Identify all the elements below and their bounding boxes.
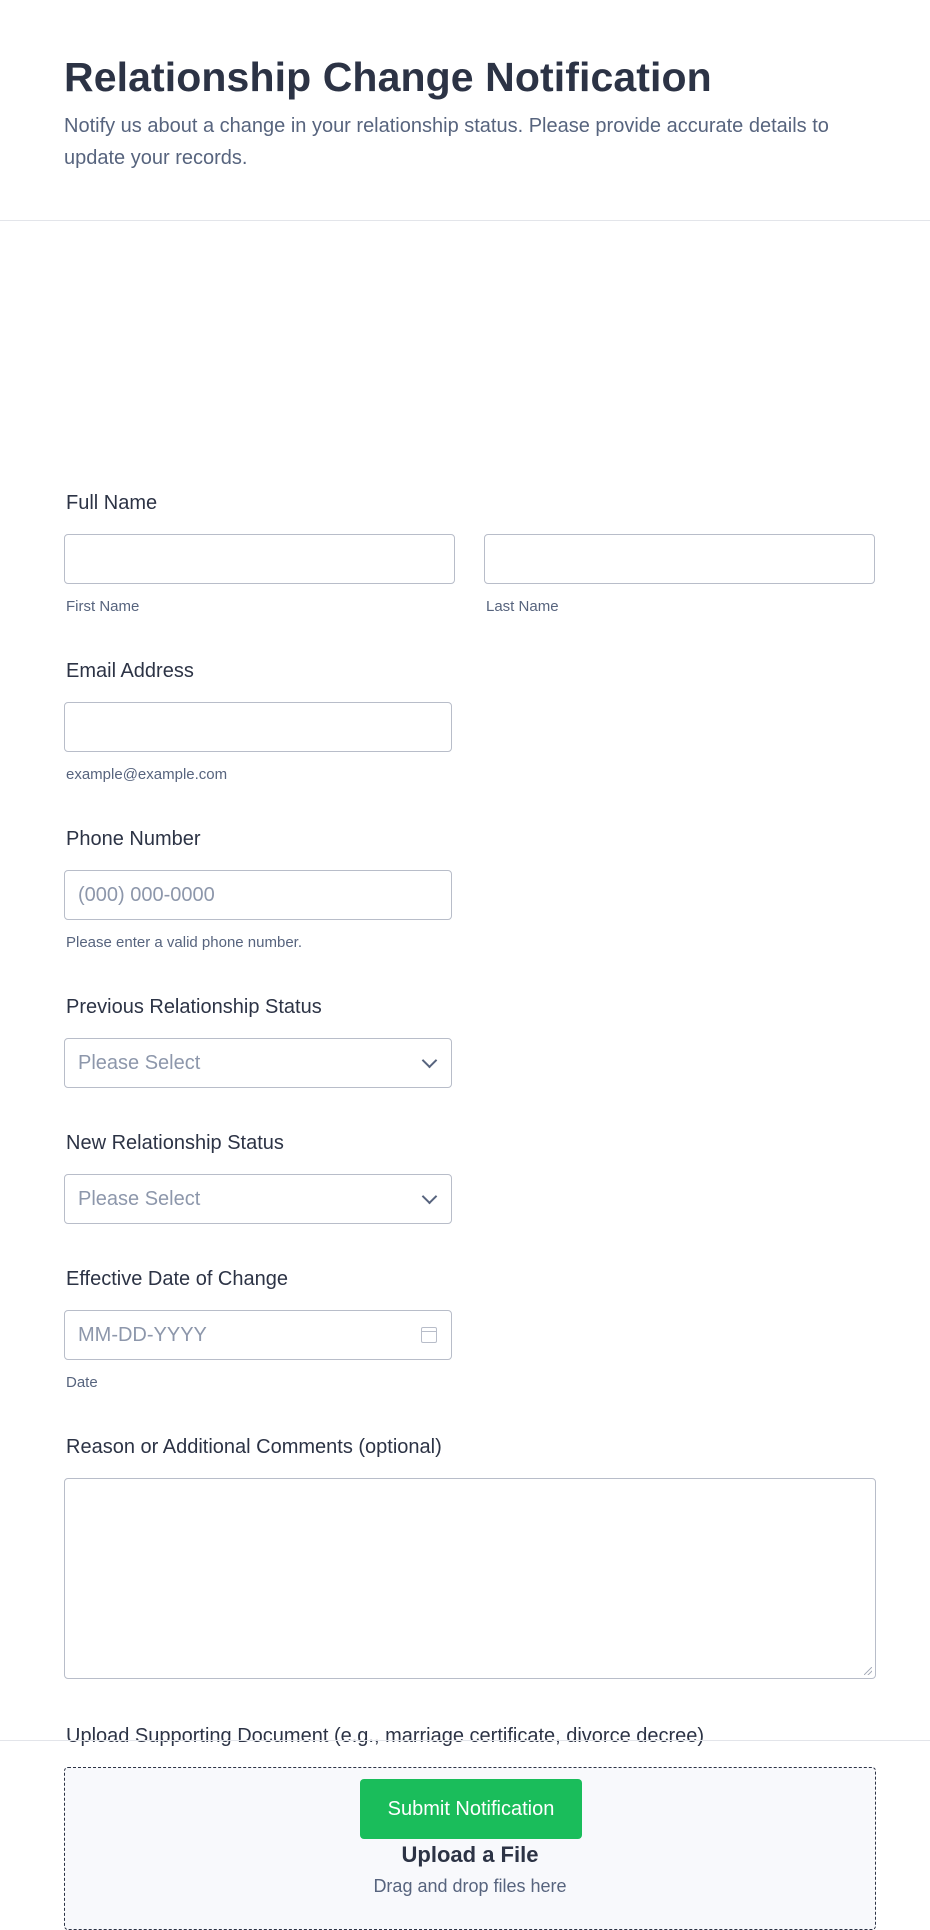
resize-handle-icon[interactable] xyxy=(864,1667,872,1675)
email-label: Email Address xyxy=(66,660,194,682)
page-title: Relationship Change Notification xyxy=(64,54,712,100)
phone-placeholder: (000) 000-0000 xyxy=(78,883,215,906)
new-status-field xyxy=(64,1132,284,1155)
first-name-sublabel: First Name xyxy=(66,598,140,615)
upload-label: Upload Supporting Document (e.g., marriage certificate, divorce decree) xyxy=(66,1725,705,1747)
email-sublabel: example@example.com xyxy=(66,766,228,783)
email-input[interactable] xyxy=(64,702,452,752)
calendar-icon[interactable] xyxy=(421,1327,437,1343)
phone-label: Phone Number xyxy=(66,828,201,850)
comments-field xyxy=(64,1436,442,1459)
effective-date-sublabel: Date xyxy=(66,1374,98,1391)
new-status-select[interactable] xyxy=(64,1174,452,1224)
chevron-down-icon xyxy=(422,1188,438,1204)
last-name-input[interactable] xyxy=(484,534,875,584)
new-status-label: New Relationship Status xyxy=(66,1132,284,1154)
effective-date-input[interactable] xyxy=(64,1310,452,1360)
effective-date-label: Effective Date of Change xyxy=(66,1268,288,1290)
last-name-group xyxy=(484,534,875,615)
comments-textarea[interactable] xyxy=(64,1478,876,1679)
phone-sublabel: Please enter a valid phone number. xyxy=(66,934,302,951)
phone-input[interactable] xyxy=(64,870,452,920)
new-status-value: Please Select xyxy=(78,1187,201,1210)
previous-status-label: Previous Relationship Status xyxy=(66,996,322,1018)
email-field xyxy=(64,660,194,683)
chevron-down-icon xyxy=(422,1052,438,1068)
previous-status-group xyxy=(64,1038,452,1088)
effective-date-group xyxy=(64,1310,452,1391)
last-name-sublabel: Last Name xyxy=(486,598,559,615)
previous-status-field xyxy=(64,996,322,1019)
form-footer xyxy=(0,1740,930,1887)
submit-button[interactable]: Submit Notification xyxy=(360,1779,582,1839)
full-name-label: Full Name xyxy=(66,492,158,514)
comments-group xyxy=(64,1478,876,1679)
upload-subtitle: Drag and drop files here xyxy=(373,1876,567,1896)
upload-title: Upload a File xyxy=(401,1842,539,1867)
email-group xyxy=(64,702,452,783)
first-name-input[interactable] xyxy=(64,534,455,584)
effective-date-placeholder: MM-DD-YYYY xyxy=(78,1323,207,1346)
first-name-group xyxy=(64,534,455,615)
form-header xyxy=(0,0,930,221)
comments-label: Reason or Additional Comments (optional) xyxy=(66,1436,442,1458)
new-status-group xyxy=(64,1174,452,1224)
previous-status-value: Please Select xyxy=(78,1051,201,1074)
previous-status-select[interactable] xyxy=(64,1038,452,1088)
page-subtitle: Notify us about a change in your relationship status. Please provide accurate details to update your records. xyxy=(64,115,829,169)
effective-date-field xyxy=(64,1268,288,1291)
phone-field xyxy=(64,828,201,851)
phone-group xyxy=(64,870,452,951)
full-name-field xyxy=(64,492,157,515)
